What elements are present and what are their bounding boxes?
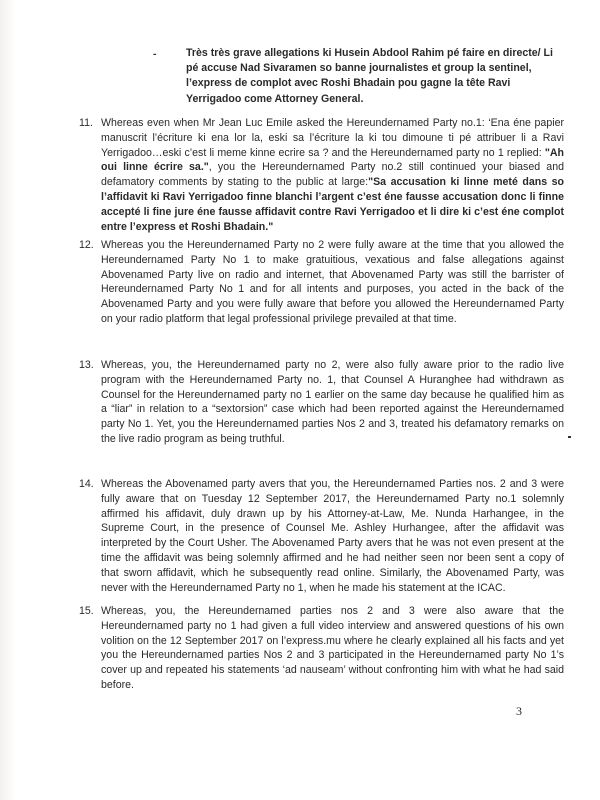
paragraph-number: 13. <box>79 359 94 371</box>
scan-speck <box>568 436 571 438</box>
paragraph-number: 15. <box>79 605 94 617</box>
bullet-marker: - <box>153 48 157 60</box>
paragraph-13 <box>79 358 564 447</box>
bold-quote: "Sa accusation ki linne meté dans so l’affidavit ki Ravi Yerrigadoo finne blanchi l’argent c’est éne fausse accusation donc li finne accepté li fine jure éne fausse affidavit contre Ravi Yerrigadoo et li dire ki c’est éne complot entre l’express et Roshi Bhadain." <box>101 176 564 233</box>
paragraph-14 <box>79 477 564 595</box>
paragraph-text: , you the Hereundernamed Party no.2 still continued your biased and defamatory comments by stating to the public at large: <box>101 161 564 189</box>
paragraph-12 <box>79 238 564 327</box>
paragraph-11 <box>79 116 564 234</box>
paragraph-text: Whereas, you, the Hereundernamed party no 2, were also fully aware prior to the radio live program with the Hereundernamed Party no. 1, that Counsel A Huranghee had withdrawn as Counsel for the Hereundernamed party no 1 earlier on the same day because he qualified him as a “liar” in relation to a “sextorsion” case which had been reported against the Hereundernamed party No 1. Yet, you the Hereundernamed parties Nos 2 and 3, treated his defamatory remarks on the live radio program as being truthful. <box>101 359 564 445</box>
paragraph-text: Whereas the Abovenamed party avers that you, the Hereundernamed Parties nos. 2 and 3 were fully aware that on Tuesday 12 September 2017, the Hereundernamed Party no.1 solemnly affirmed his affidavit, duly drawn up by his Attorney-at-Law, Me. Nunda Harhangee, in the Supreme Court, in the presence of Counsel Me. Ashley Hurhangee, after the affidavit was interpreted by the Court Usher. The Abovenamed Party avers that he was not even present at the time the affidavit was being solemnly affirmed and he had neither seen nor been sent a copy of that sworn affidavit, which he subsequently read online. Similarly, the Abovenamed Party, was never with the Hereundernamed Party no 1, when he made his statement at the ICAC. <box>101 478 564 594</box>
paragraph-number: 11. <box>79 117 93 129</box>
paragraph-text: Whereas, you, the Hereundernamed parties nos 2 and 3 were also aware that the Hereundernamed party no 1 had given a full video interview and answered questions of his own volition on the 12 September 2017 on l’express.mu where he clearly explained all his facts and yet you the Hereundernamed parties Nos 2 and 3 participated in the Hereundernamed party No 1’s cover up and repeated his statements ‘ad nauseam’ without confronting him with what he had said before. <box>101 605 564 691</box>
bold-quote: "Ah oui linne écrire sa." <box>101 146 564 174</box>
bullet-quote: Très très grave allegations ki Husein Abdool Rahim pé faire en directe/ Li pé accuse Nad Sivaramen so banne journalistes et group la sentinel, l’express de complot avec Roshi Bhadain pou gagne la tête Ravi Yerrigadoo come Attorney General. <box>186 47 553 105</box>
page-number: 3 <box>516 704 522 718</box>
paragraph-text: Whereas even when Mr Jean Luc Emile asked the Hereundernamed Party no.1: ‘Ena éne papier manuscrit l’écriture ki ena lor la, eski sa l’écriture la ki tou dimoune ti pé attribuer li a Ravi Yerrigadoo…eski c’est li meme kinne ecrire sa ? and the Hereundernamed party no 1 replied: <box>101 117 564 159</box>
paragraph-text: Whereas you the Hereundernamed Party no 2 were fully aware at the time that you allowed the Hereundernamed Party No 1 to make gratuitious, vexatious and false allegations against Abovenamed Party live on radio and internet, that Abovenamed Party was still the barrister of Hereundernamed Party No 1 and for all intents and purposes, you acted in the back of the Abovenamed Party and you were fully aware that before you allowed the Hereundernamed Party on your radio platform that legal professional privilege prevailed at that time. <box>101 239 564 325</box>
scan-edge-shadow <box>0 0 16 800</box>
paragraph-15 <box>79 604 564 693</box>
paragraph-number: 12. <box>79 239 94 251</box>
paragraph-number: 14. <box>79 478 94 490</box>
